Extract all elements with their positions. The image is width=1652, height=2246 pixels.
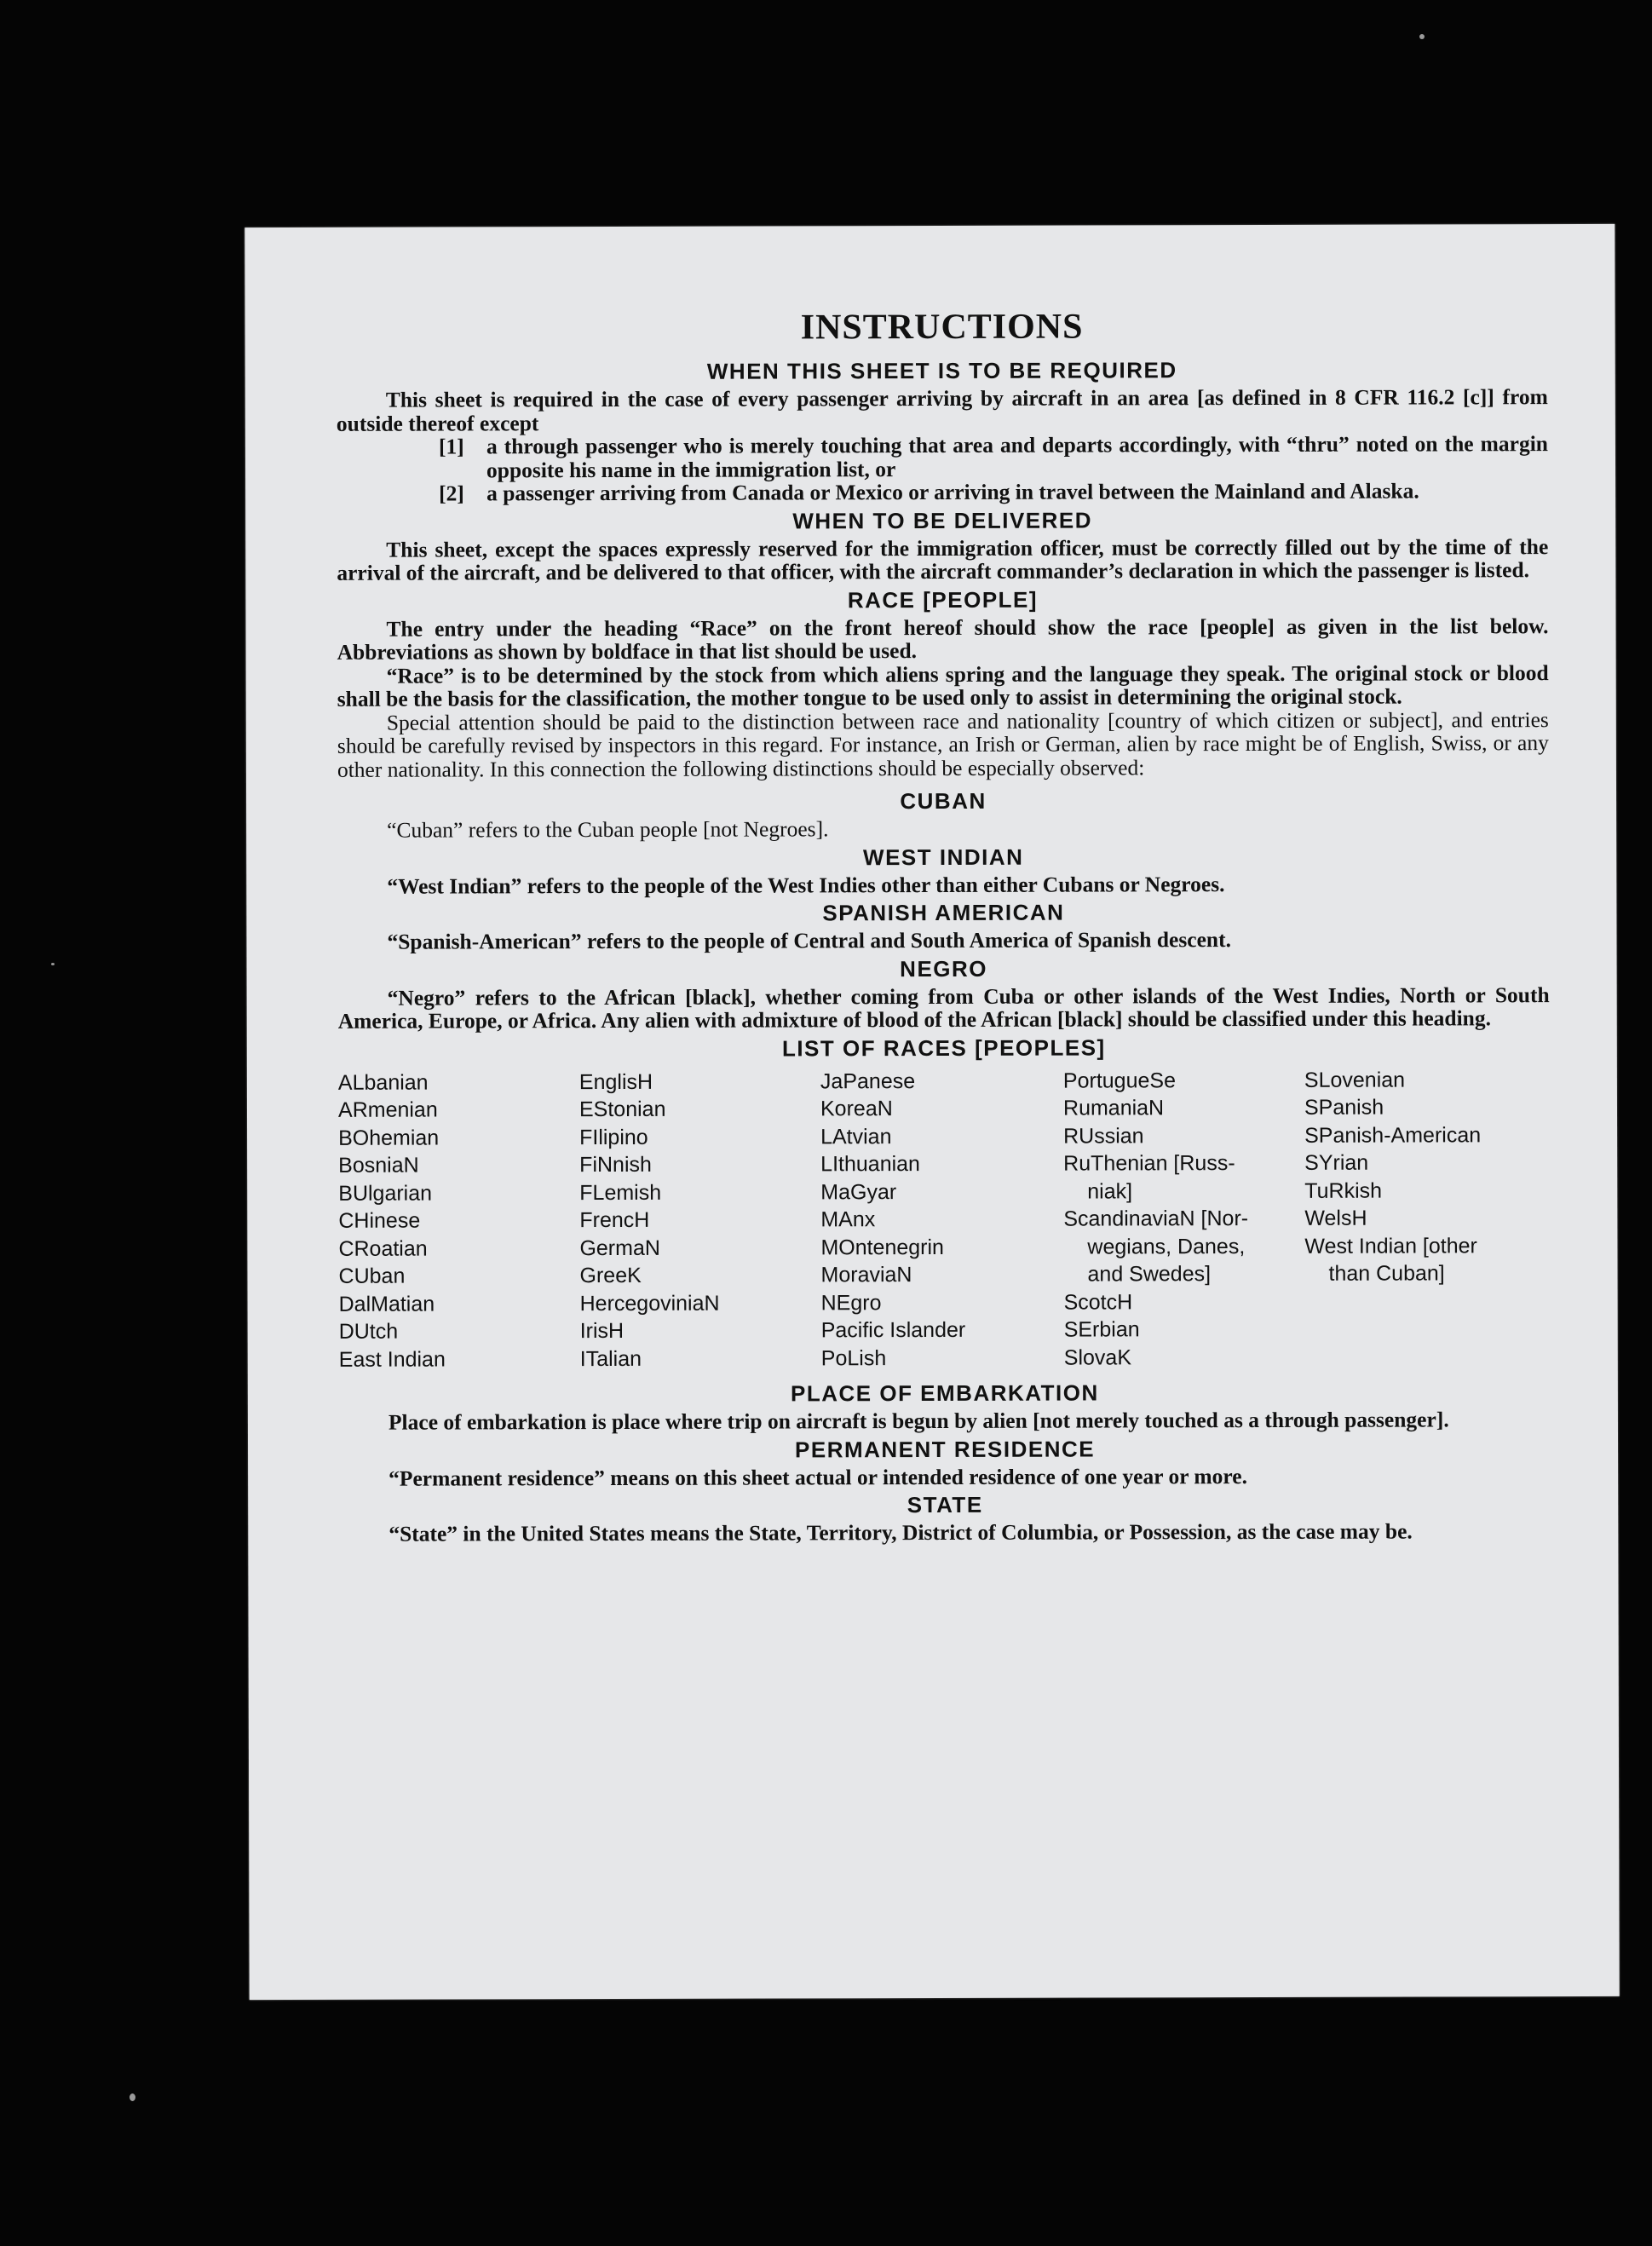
race-item: MAnx: [820, 1207, 876, 1232]
race-item: ScotcH: [1063, 1289, 1133, 1315]
races-list: [338, 1066, 1551, 1374]
dust-speck: [1419, 34, 1425, 39]
race-item: ARmenian: [337, 1097, 438, 1122]
section-heading-required: WHEN THIS SHEET IS TO BE REQUIRED: [706, 357, 1177, 384]
race-item: KoreaN: [820, 1097, 893, 1121]
document-title: INSTRUCTIONS: [800, 307, 1084, 348]
race-item: WelsH: [1304, 1206, 1367, 1230]
race-item: LAtvian: [820, 1124, 892, 1149]
race-item: IrisH: [579, 1318, 625, 1344]
race-item: Pacific Islander: [820, 1317, 966, 1343]
races-column: [579, 1068, 821, 1373]
required-paragraph: This sheet is required in the case of every passenger arriving by aircraft in an area [as defined in 8 CFR 116.2 [c]] from outside thereof except: [336, 384, 1548, 436]
race-item: PoLish: [820, 1345, 887, 1370]
exception-item: [439, 479, 1548, 505]
exception-number: [2]: [439, 481, 464, 506]
race-item: FIlipino: [579, 1125, 648, 1149]
document-content: [337, 305, 1551, 1546]
section-heading-cuban: CUBAN: [900, 787, 987, 815]
race-item: CUban: [338, 1264, 406, 1288]
race-item: ScandinaviaN [Nor-: [1063, 1207, 1249, 1231]
embarkation-paragraph: Place of embarkation is place where trip on aircraft is begun by alien [not merely touched as a through passenger].: [388, 1407, 1449, 1435]
section-heading-delivered: WHEN TO BE DELIVERED: [792, 507, 1093, 533]
race-item: West Indian [other: [1304, 1233, 1477, 1258]
race-item: East Indian: [338, 1346, 446, 1372]
instruction-sheet: [245, 224, 1619, 2000]
race-item: and Swedes]: [1087, 1262, 1212, 1287]
spanish-american-paragraph: “Spanish-American” refers to the people of Central and South America of Spanish descent.: [387, 927, 1231, 954]
west-indian-paragraph: “West Indian” refers to the people of the West Indies other than either Cubans or Negroes.: [387, 871, 1225, 899]
cuban-paragraph: “Cuban” refers to the Cuban people [not Negroes].: [387, 816, 829, 843]
section-heading-state: STATE: [907, 1491, 983, 1518]
race-item: FrencH: [579, 1207, 650, 1233]
section-heading-negro: NEGRO: [900, 955, 988, 982]
exception-text: a passenger arriving from Canada or Mexico or arriving in travel between the Mainland and Alaska.: [486, 478, 1419, 506]
race-item: SPanish: [1304, 1095, 1384, 1120]
exception-text: a through passenger who is merely touching that area and departs accordingly, with “thru” noted on the margin opposite his name in the immigration list, or: [486, 431, 1548, 482]
race-item: GreeK: [579, 1263, 642, 1288]
race-item: DalMatian: [338, 1292, 435, 1316]
race-item: SYrian: [1304, 1150, 1369, 1175]
race-item: wegians, Danes,: [1087, 1234, 1246, 1259]
race-item: CRoatian: [338, 1236, 428, 1261]
race-item: GermaN: [579, 1235, 660, 1260]
race-item: SPanish-American: [1304, 1122, 1482, 1148]
race-item: MaGyar: [820, 1179, 897, 1204]
race-item: EnglisH: [578, 1069, 653, 1094]
race-item: BUlgarian: [338, 1181, 433, 1206]
dust-speck: [51, 963, 55, 965]
race-item: HercegoviniaN: [579, 1291, 720, 1316]
section-heading-race: RACE [PEOPLE]: [847, 586, 1039, 613]
race-item: RUssian: [1063, 1123, 1144, 1149]
section-heading-residence: PERMANENT RESIDENCE: [794, 1436, 1096, 1462]
race-item: FiNnish: [579, 1152, 652, 1178]
exception-number: [1]: [438, 434, 464, 459]
race-item: MoraviaN: [820, 1263, 912, 1287]
race-item: DUtch: [338, 1319, 399, 1344]
race-item: than Cuban]: [1328, 1261, 1445, 1286]
race-item: FLemish: [579, 1180, 662, 1205]
section-heading-embarkation: PLACE OF EMBARKATION: [790, 1379, 1099, 1407]
race-item: JaPanese: [820, 1068, 916, 1093]
races-column: [1063, 1066, 1305, 1371]
race-paragraph: Special attention should be paid to the distinction between race and nationality [country of which citizen or subject], and entries should be carefully revised by inspectors in this regard. For instance, an Irish or German, alien by race might be of English, Swiss, or any other nationality. In this connection the following distinctions should be especially observed:: [337, 706, 1549, 782]
delivered-paragraph: This sheet, except the spaces expressly reserved for the immigration officer, must be correctly filled out by the time of the arrival of the aircraft, and be delivered to that officer, with the aircraft commander’s declaration in which the passenger is listed.: [337, 533, 1549, 585]
race-item: PortugueSe: [1062, 1068, 1176, 1093]
race-item: LIthuanian: [820, 1152, 920, 1177]
dust-speck: [130, 2093, 135, 2101]
race-paragraph: “Race” is to be determined by the stock from which aliens spring and the language they speak. The original stock or blood shall be the basis for the classification, the mother tongue to be used only to assist in determining the original stock.: [337, 659, 1549, 711]
race-item: NEgro: [820, 1290, 882, 1315]
race-item: TuRkish: [1304, 1178, 1383, 1203]
state-paragraph: “State” in the United States means the State, Territory, District of Columbia, or Possession, as the case may be.: [389, 1518, 1413, 1546]
race-item: RumaniaN: [1062, 1096, 1165, 1120]
negro-paragraph: “Negro” refers to the African [black], whether coming from Cuba or other islands of the West Indies, North or South America, Europe, or Africa. Any alien with admixture of blood of the African [black] should be classified under this heading.: [337, 982, 1550, 1034]
races-heading: LIST OF RACES [PEOPLES]: [781, 1034, 1106, 1061]
section-heading-spanish-american: SPANISH AMERICAN: [822, 899, 1065, 926]
race-item: SLovenian: [1304, 1068, 1406, 1092]
races-column: [820, 1067, 1064, 1372]
race-item: niak]: [1087, 1178, 1133, 1204]
race-item: SErbian: [1063, 1317, 1140, 1342]
exception-item: [439, 432, 1548, 481]
race-item: ITalian: [579, 1346, 642, 1371]
races-column: [338, 1068, 580, 1374]
races-column: [1304, 1066, 1552, 1371]
race-item: EStonian: [578, 1097, 666, 1122]
race-item: BOhemian: [338, 1126, 440, 1150]
residence-paragraph: “Permanent residence” means on this sheet actual or intended residence of one year or more.: [389, 1463, 1248, 1491]
race-paragraph: The entry under the heading “Race” on the front hereof should show the race [people] as given in the list below. Abbreviations as shown by boldface in that list should be used.: [337, 613, 1549, 665]
race-item: RuThenian [Russ-: [1063, 1151, 1235, 1176]
race-item: MOntenegrin: [820, 1235, 944, 1259]
race-item: CHinese: [338, 1208, 421, 1233]
section-heading-west-indian: WEST INDIAN: [862, 844, 1024, 870]
race-item: SlovaK: [1063, 1345, 1132, 1370]
race-item: ALbanian: [337, 1070, 429, 1095]
race-item: BosniaN: [338, 1153, 419, 1178]
